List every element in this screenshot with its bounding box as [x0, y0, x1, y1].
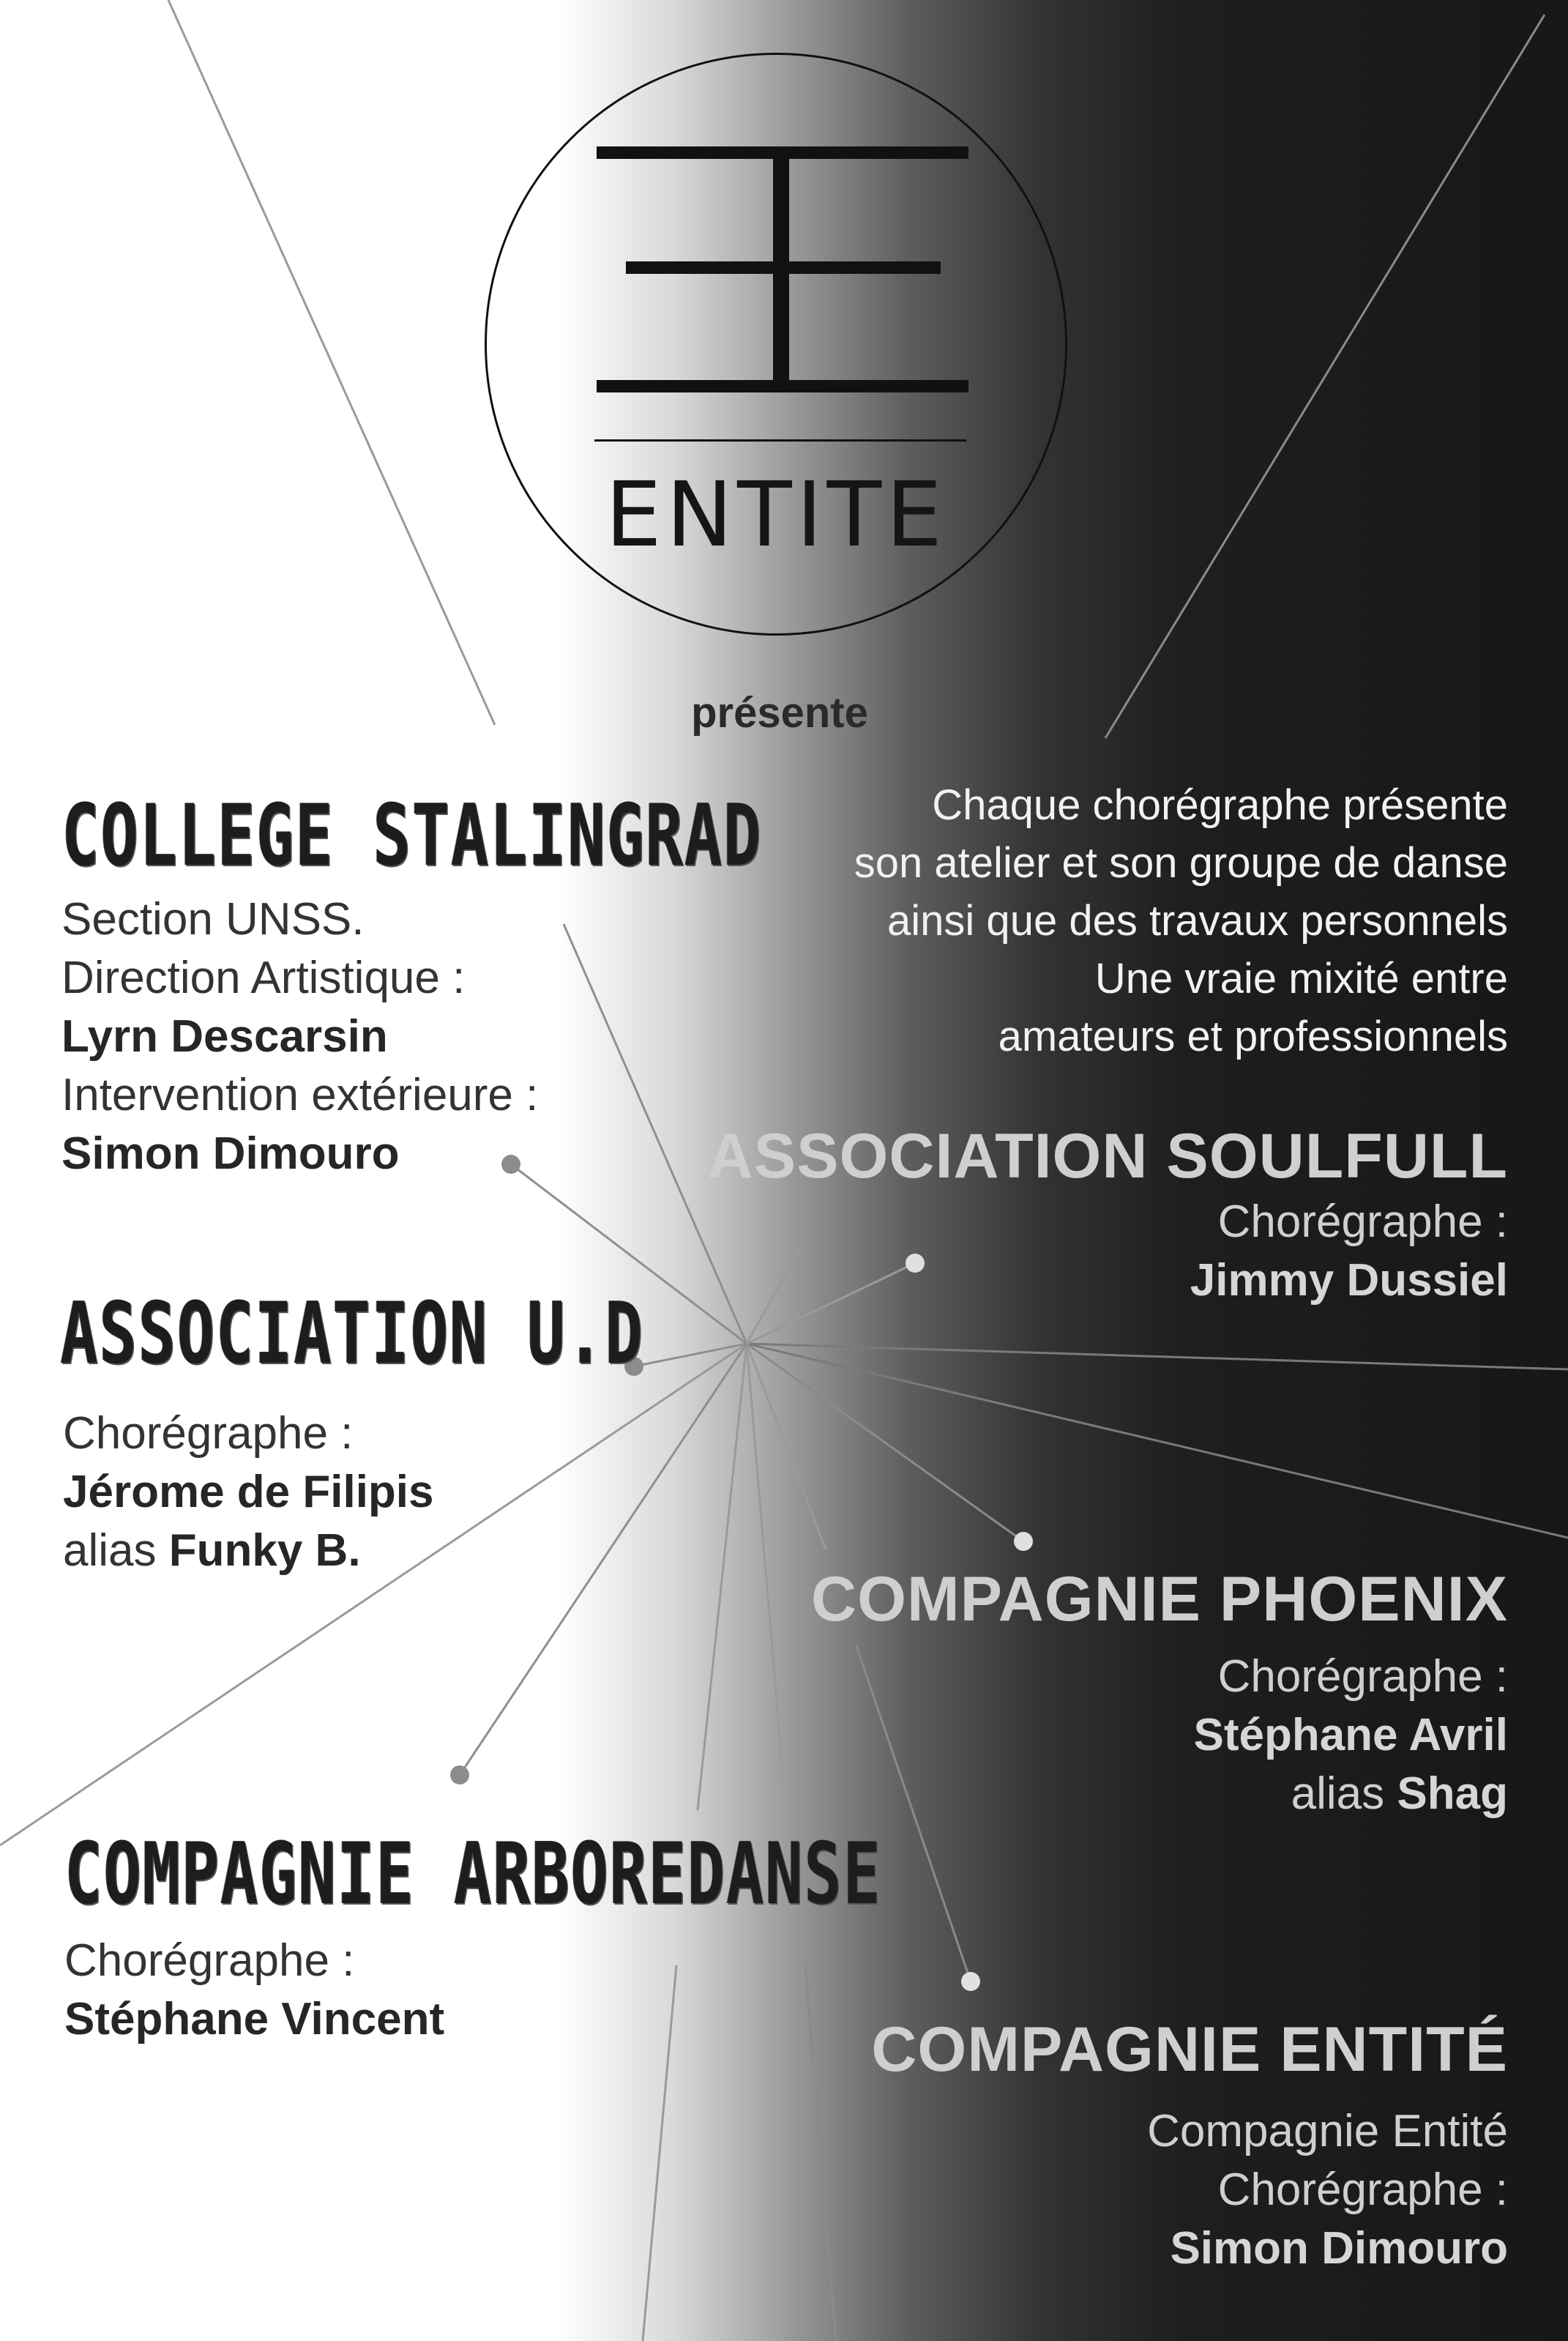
ud-title: ASSOCIATION U.D: [60, 1284, 644, 1383]
intro-line: Chaque chorégraphe présente: [932, 781, 1508, 829]
phoenix-block: [811, 1563, 1508, 1823]
entite-choreographer: Simon Dimouro: [1170, 2223, 1508, 2274]
college-line: Section UNSS.: [61, 894, 365, 945]
college-intervenant: Simon Dimouro: [61, 1128, 400, 1179]
intro-line: ainsi que des travaux personnels: [887, 897, 1508, 945]
deco-line: [747, 1344, 1568, 1538]
ud-line: Chorégraphe :: [63, 1408, 354, 1459]
arboredanse-title: COMPAGNIE ARBOREDANSE: [64, 1825, 882, 1924]
connector-dot: [1014, 1532, 1033, 1551]
phoenix-alias: Shag: [1397, 1768, 1508, 1819]
phoenix-line: Chorégraphe :: [1217, 1651, 1508, 1702]
entite-line: Compagnie Entité: [1147, 2106, 1508, 2156]
arboredanse-line: Chorégraphe :: [64, 1935, 355, 1986]
college-director: Lyrn Descarsin: [61, 1011, 388, 1062]
phoenix-title: COMPAGNIE PHOENIX: [811, 1564, 1508, 1634]
deco-line: [1105, 15, 1545, 738]
college-line: Direction Artistique :: [61, 953, 466, 1003]
soulfull-title: ASSOCIATION SOULFULL: [707, 1121, 1508, 1191]
deco-line: [168, 0, 495, 725]
ud-choreographer: Jérome de Filipis: [63, 1467, 434, 1517]
phoenix-alias-prefix: alias: [1291, 1768, 1385, 1819]
arboredanse-choreographer: Stéphane Vincent: [64, 1994, 445, 2044]
entite-line: Chorégraphe :: [1217, 2165, 1508, 2215]
entite-title: COMPAGNIE ENTITÉ: [871, 2014, 1508, 2085]
soulfull-line: Chorégraphe :: [1217, 1196, 1508, 1247]
logo-wordmark: ENTITE: [605, 463, 947, 567]
college-line: Intervention extérieure :: [61, 1070, 539, 1120]
soulfull-block: [708, 1120, 1508, 1310]
intro-line: amateurs et professionnels: [998, 1013, 1508, 1060]
connector-dot: [450, 1765, 469, 1784]
presente-label: présente: [691, 689, 868, 737]
ud-alias: Funky B.: [168, 1525, 361, 1576]
logo-divider: [594, 439, 966, 442]
intro-line: son atelier et son groupe de danse: [854, 839, 1508, 887]
soulfull-choreographer: Jimmy Dussiel: [1190, 1255, 1508, 1306]
ud-alias-prefix: alias: [63, 1525, 157, 1576]
intro-line: Une vraie mixité entre: [1094, 955, 1508, 1002]
association-ud-block: [60, 1284, 849, 1580]
entite-block: [871, 2014, 1508, 2278]
college-title: COLLEGE STALINGRAD: [61, 786, 762, 885]
deco-line: [747, 1344, 1568, 1369]
logo-mark: [773, 146, 789, 392]
phoenix-choreographer: Stéphane Avril: [1193, 1710, 1508, 1760]
